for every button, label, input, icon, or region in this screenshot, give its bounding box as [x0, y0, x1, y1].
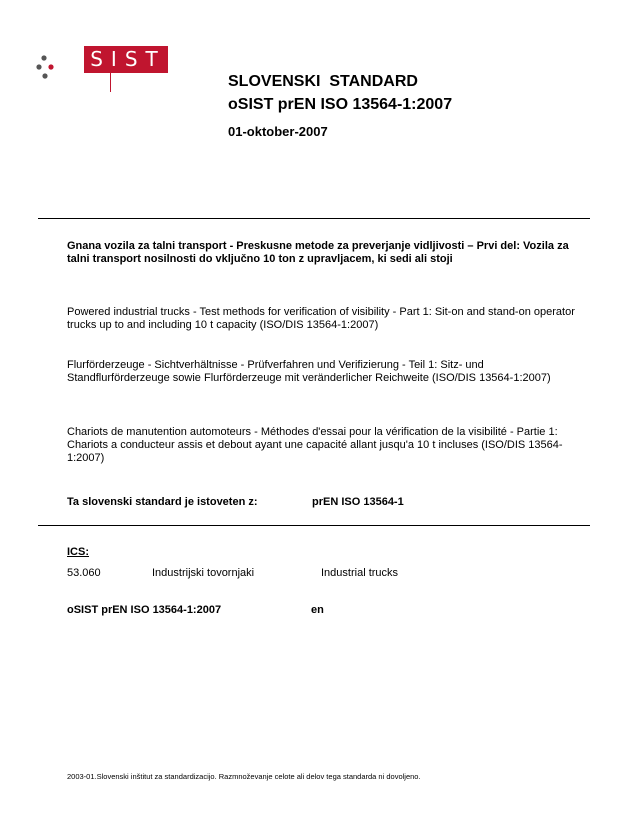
identical-label: Ta slovenski standard je istoveten z: [67, 496, 258, 508]
title-slovenian: Gnana vozila za talni transport - Preskusne metode za preverjanje vidljivosti – Prvi del: Vozila za talni transport nosilnosti do vključno 10 ton z upravljacem, ki sedi ali stoji [67, 240, 569, 265]
identical-value: prEN ISO 13564-1 [312, 496, 404, 508]
logo-divider [110, 73, 111, 92]
reference-code: oSIST prEN ISO 13564-1:2007 [67, 604, 222, 616]
title-french: Chariots de manutention automoteurs - Méthodes d'essai pour la vérification de la visibilité - Partie 1: Chariots a conducteur assis et debout ayant une capacité allant jusqu'a 10 t incluses (ISO/DIS 13564-1:2007) [67, 426, 563, 464]
ics-name-english: Industrial trucks [321, 567, 399, 579]
logo-dots-icon [24, 52, 84, 92]
title-german: Flurförderzeuge - Sichtverhältnisse - Prüfverfahren und Verifizierung - Teil 1: Sitz- und Standflurförderzeuge sowie Flurförderzeuge mit veränderlicher Reichweite (ISO/DIS 13564-1:2007) [67, 359, 551, 384]
standard-code: oSIST prEN ISO 13564-1:2007 [228, 96, 453, 113]
copyright-footer: 2003-01.Slovenski inštitut za standardizacijo. Razmnoževanje celote ali delov tega standarda ni dovoljeno. [67, 772, 421, 781]
logo-dot-top [41, 55, 46, 60]
logo-text: SIST [90, 47, 166, 71]
logo-dot-bottom [42, 73, 47, 78]
title-english: Powered industrial trucks - Test methods for verification of visibility - Part 1: Sit-on and stand-on operator trucks up to and including 10 t capacity (ISO/DIS 13564-1:2007) [67, 306, 575, 331]
top-rule [38, 218, 590, 219]
logo-dot-left [36, 64, 41, 69]
logo-dot-right [48, 64, 53, 69]
bottom-rule [38, 525, 590, 526]
ics-label: ICS: [67, 546, 89, 558]
sist-logo [84, 46, 168, 73]
standard-type: SLOVENSKI STANDARD [228, 73, 418, 90]
ics-code: 53.060 [67, 567, 101, 579]
reference-language: en [311, 604, 324, 616]
standard-date: 01-oktober-2007 [228, 124, 328, 139]
ics-name-slovenian: Industrijski tovornjaki [152, 567, 255, 579]
